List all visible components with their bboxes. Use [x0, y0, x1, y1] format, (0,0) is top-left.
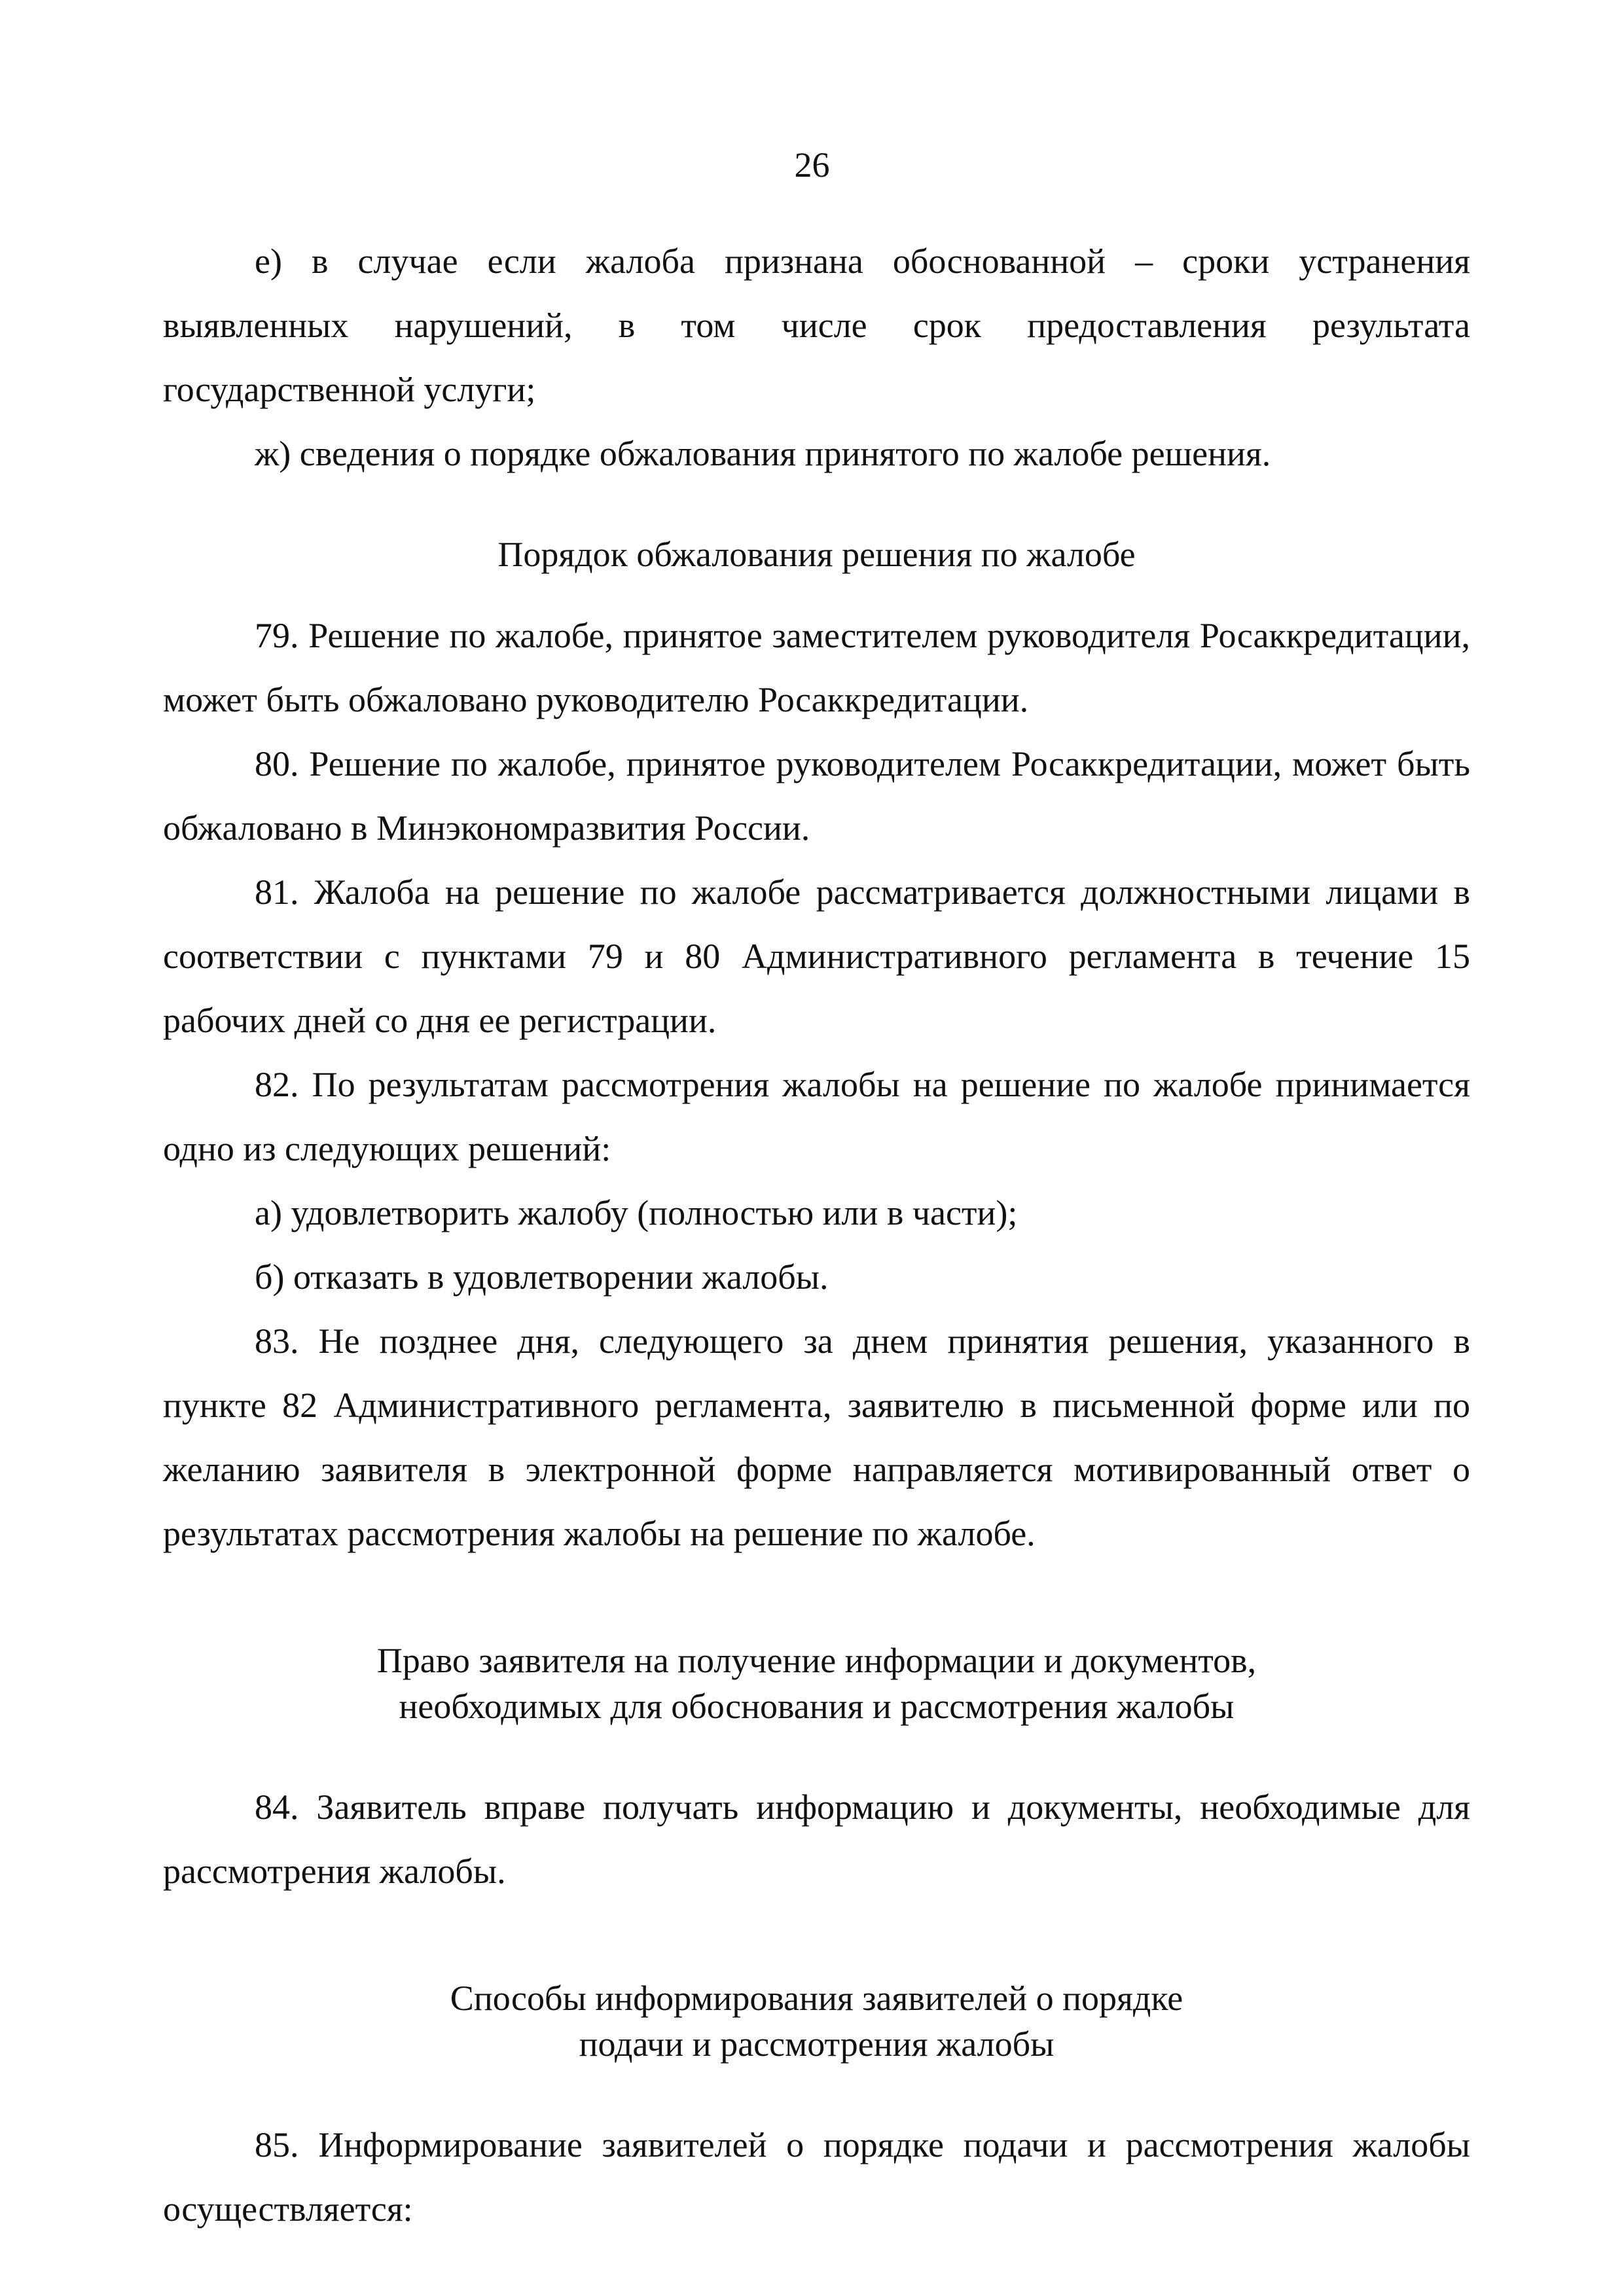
paragraph-e: е) в случае если жалоба признана обоснованной – сроки устранения выявленных нарушений, в том числе срок предоставления результата государственной услуги;	[163, 242, 1470, 409]
paragraph-80: 80. Решение по жалобе, принятое руководителем Росаккредитации, может быть обжаловано в Минэкономразвития России.	[163, 744, 1470, 848]
heading-line-2: подачи и рассмотрения жалобы	[579, 2024, 1055, 2064]
paragraph-85: 85. Информирование заявителей о порядке подачи и рассмотрения жалобы осуществляется:	[163, 2125, 1470, 2229]
heading-line-1: Право заявителя на получение информации и документов,	[376, 1641, 1257, 1680]
page-number: 26	[794, 145, 830, 185]
paragraph-83: 83. Не позднее дня, следующего за днем принятия решения, указанного в пункте 82 Административного регламента, заявителю в письменной форме или по желанию заявителя в электронной форме направляется мотивированный ответ о результатах рассмотрения жалобы на решение по жалобе.	[163, 1321, 1470, 1553]
section-heading-applicant-right	[163, 1638, 1470, 1729]
paragraph-84: 84. Заявитель вправе получать информацию и документы, необходимые для рассмотрения жалобы.	[163, 1787, 1470, 1891]
paragraph-zh: ж) сведения о порядке обжалования принятого по жалобе решения.	[255, 434, 1271, 473]
section-heading-informing	[163, 1975, 1470, 2067]
paragraph-81: 81. Жалоба на решение по жалобе рассматривается должностными лицами в соответствии с пунктами 79 и 80 Административного регламента в течение 15 рабочих дней со дня ее регистрации.	[163, 872, 1470, 1040]
heading-line: Порядок обжалования решения по жалобе	[497, 535, 1136, 574]
document-body	[163, 229, 1470, 2241]
paragraph-82b: б) отказать в удовлетворении жалобы.	[255, 1257, 829, 1297]
heading-line-2: необходимых для обоснования и рассмотрения жалобы	[399, 1687, 1235, 1726]
paragraph-79: 79. Решение по жалобе, принятое заместителем руководителя Росаккредитации, может быть обжаловано руководителю Росаккредитации.	[163, 616, 1470, 719]
section-heading-appeal-order	[163, 531, 1470, 577]
paragraph-82a: а) удовлетворить жалобу (полностью или в части);	[255, 1193, 1018, 1232]
heading-line-1: Способы информирования заявителей о порядке	[450, 1979, 1183, 2018]
paragraph-82: 82. По результатам рассмотрения жалобы на решение по жалобе принимается одно из следующих решений:	[163, 1065, 1470, 1168]
